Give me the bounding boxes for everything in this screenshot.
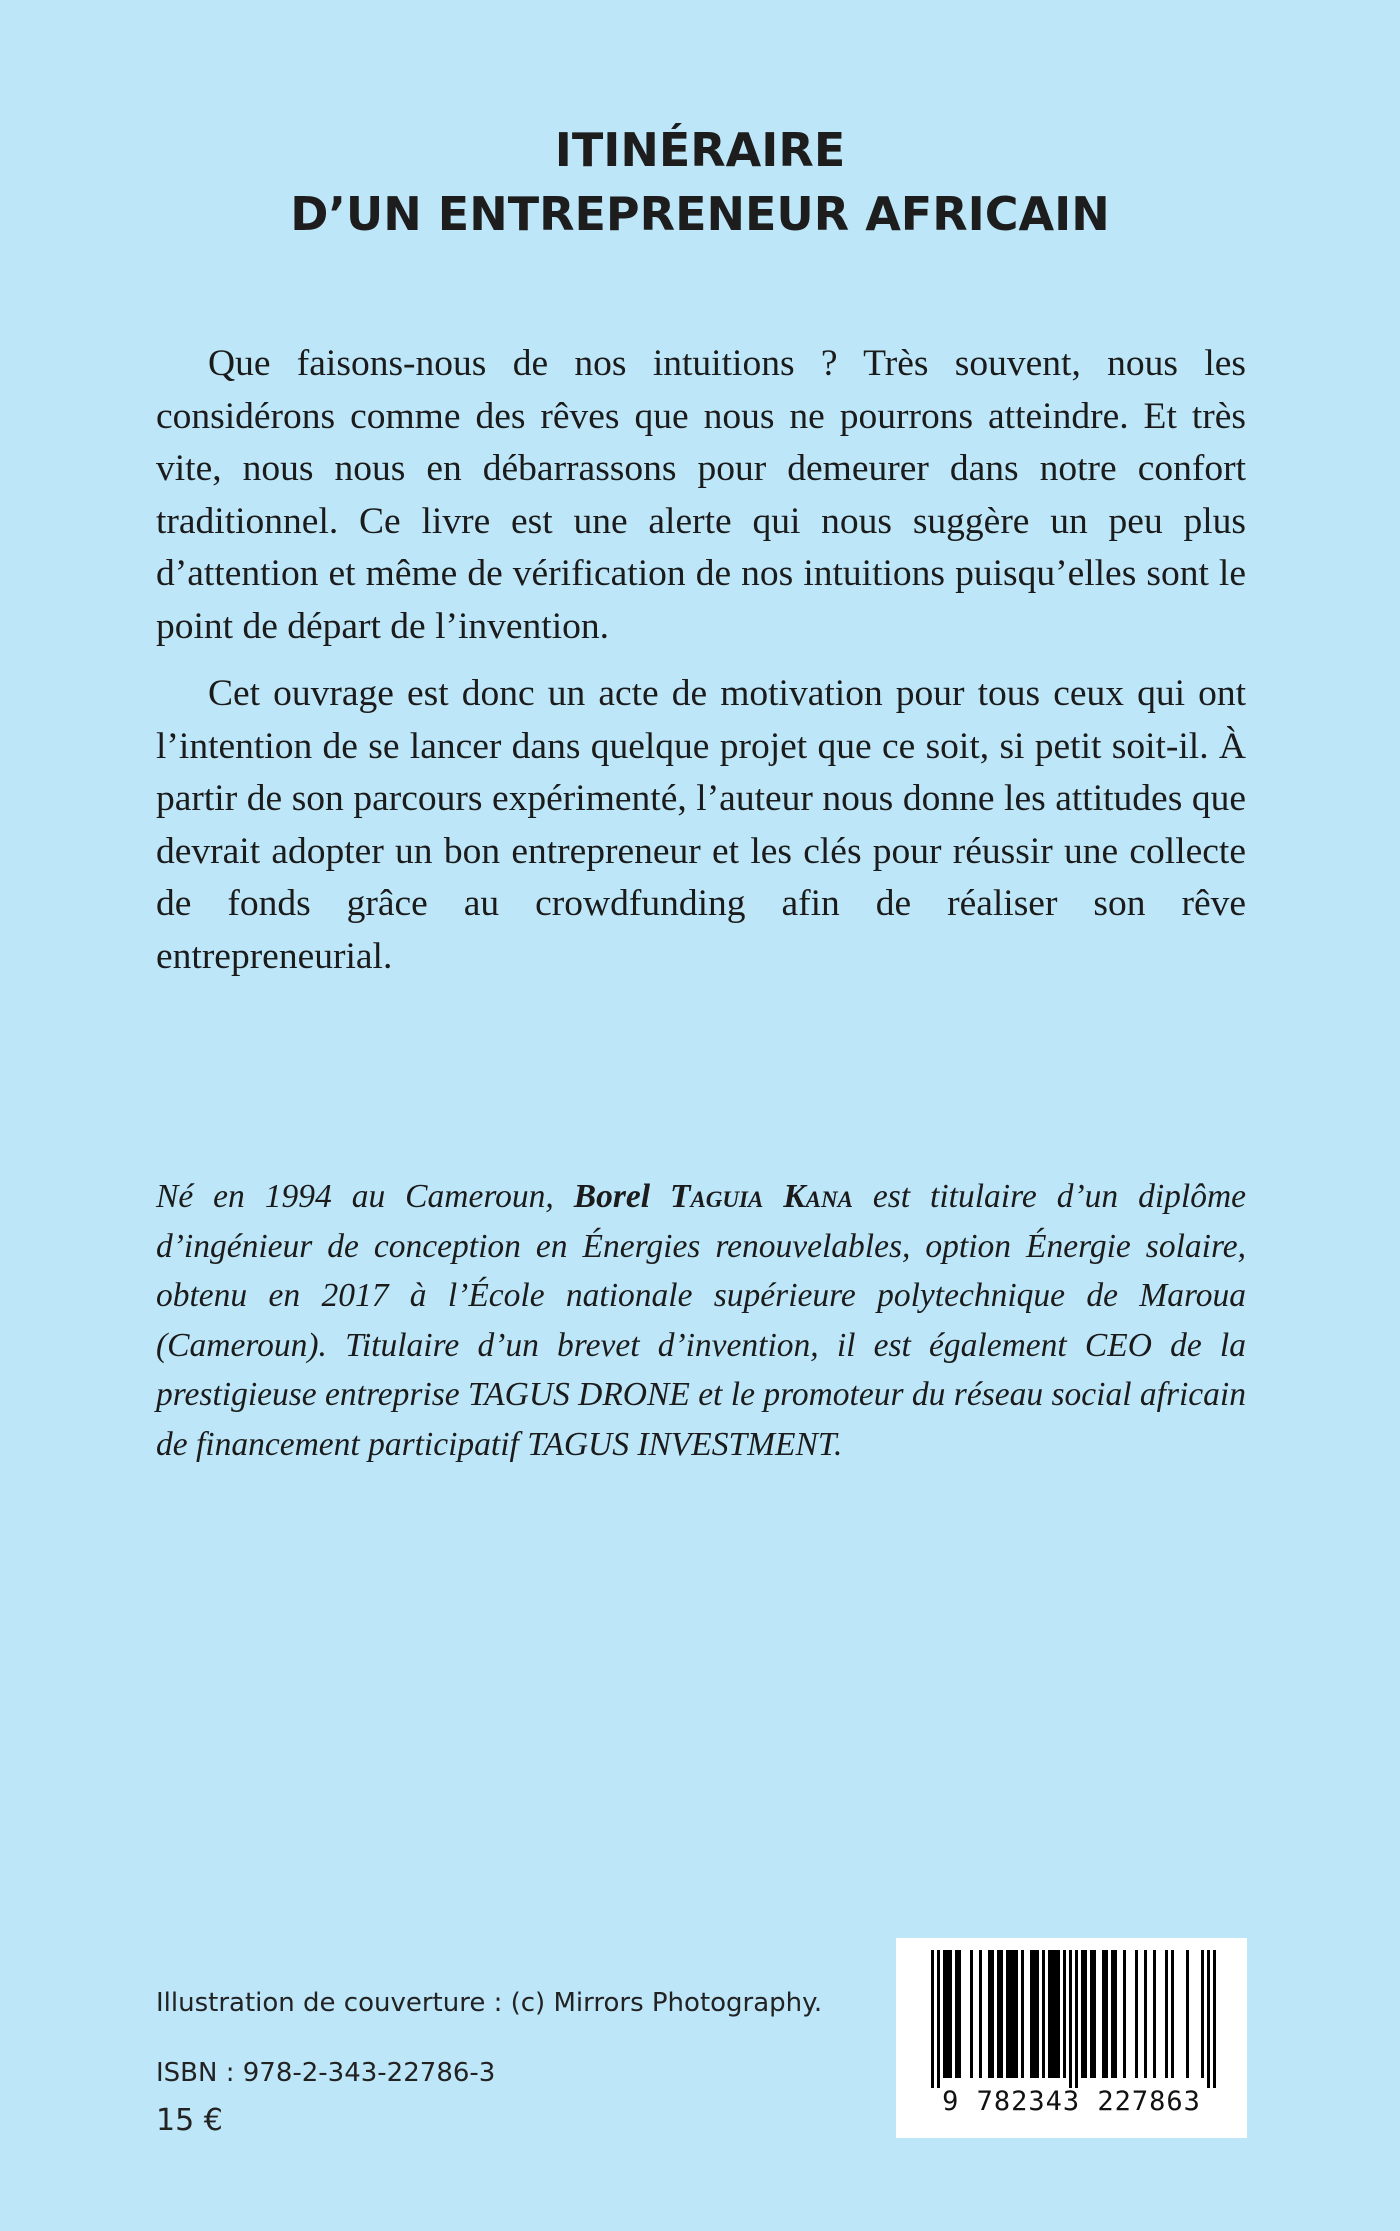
barcode-bar xyxy=(1144,1950,1147,2078)
author-last-name: Taguia Kana xyxy=(670,1178,853,1215)
title-line-1: ITINÉRAIRE xyxy=(554,123,846,177)
barcode-bars xyxy=(896,1938,1247,2088)
barcode-bar xyxy=(1009,1950,1012,2078)
barcode-bar xyxy=(1153,1950,1156,2078)
barcode-bar xyxy=(1015,1950,1018,2078)
barcode-bar xyxy=(931,1950,934,2088)
barcode-bar xyxy=(1165,1950,1168,2078)
barcode-bar xyxy=(991,1950,994,2078)
blurb-paragraph-1: Que faisons-nous de nos intuitions ? Très souvent, nous les considérons comme des rêves que nous ne pourrons atteindre. Et très vite, nous nous en débarrassons pour demeurer dans notre confort traditionnel. Ce livre est une alerte qui nous suggère un peu plus d’attention et même de vérification de nos intuitions puisqu’elles sont le point de départ de l’invention. xyxy=(156,343,1246,647)
barcode-bar xyxy=(1135,1950,1138,2078)
barcode-bar xyxy=(1084,1950,1087,2078)
barcode-bar xyxy=(1213,1950,1216,2088)
barcode-number: 9 782343 227863 xyxy=(942,2086,1201,2117)
bio-intro: Né en 1994 au Cameroun, xyxy=(156,1178,574,1215)
barcode-bar xyxy=(1021,1950,1024,2078)
barcode-bar xyxy=(1042,1950,1045,2078)
barcode-bar xyxy=(1102,1950,1105,2078)
barcode-bar xyxy=(1105,1950,1108,2078)
author-first-name: Borel xyxy=(573,1178,670,1215)
barcode-bar xyxy=(1054,1950,1057,2078)
barcode-bar xyxy=(1111,1950,1114,2078)
barcode-bar xyxy=(1051,1950,1054,2078)
barcode-bar xyxy=(1090,1950,1093,2078)
barcode-bar xyxy=(958,1950,961,2078)
barcode-bar xyxy=(1081,1950,1084,2078)
barcode-bar xyxy=(1093,1950,1096,2078)
title-line-2: D’UN ENTREPRENEUR AFRICAIN xyxy=(290,187,1110,241)
price: 15 € xyxy=(156,2103,223,2138)
barcode-bar xyxy=(937,1950,940,2088)
barcode-bar xyxy=(1048,1950,1051,2078)
barcode-bar xyxy=(970,1950,973,2078)
barcode-bar xyxy=(1057,1950,1060,2078)
barcode-bar xyxy=(1114,1950,1117,2078)
isbn: ISBN : 978-2-343-22786-3 xyxy=(156,2058,496,2088)
barcode xyxy=(896,1938,1247,2138)
barcode-bar xyxy=(955,1950,958,2078)
illustration-credit: Illustration de couverture : (c) Mirrors Photography. xyxy=(156,1988,823,2018)
author-name xyxy=(574,1178,853,1215)
barcode-bar xyxy=(1201,1950,1204,2078)
back-cover-blurb xyxy=(156,338,1246,983)
barcode-bar xyxy=(1036,1950,1039,2078)
barcode-bar xyxy=(1171,1950,1174,2078)
barcode-bar xyxy=(946,1950,949,2078)
barcode-bar xyxy=(1000,1950,1003,2078)
author-bio xyxy=(156,1172,1246,1469)
book-title xyxy=(0,118,1400,246)
barcode-bar xyxy=(1006,1950,1009,2078)
barcode-bar xyxy=(1033,1950,1036,2078)
barcode-bar xyxy=(1186,1950,1189,2078)
barcode-bar xyxy=(988,1950,991,2078)
barcode-bar xyxy=(1075,1950,1078,2088)
barcode-bar xyxy=(943,1950,946,2078)
barcode-bar xyxy=(949,1950,952,2078)
barcode-bar xyxy=(1123,1950,1126,2078)
barcode-bar xyxy=(1030,1950,1033,2078)
barcode-bar xyxy=(997,1950,1000,2078)
barcode-bar xyxy=(1207,1950,1210,2088)
bio-text: est titulaire d’un diplôme d’ingénieur de conception en Énergies renouvelables, option Énergie solaire, obtenu en 2017 à l’École nationale supérieure polytechnique de Maroua (Cameroun). Titulaire d’un brevet d’invention, il est également CEO de la prestigieuse entreprise TAGUS DRONE et le promoteur du réseau social africain de financement participatif TAGUS INVESTMENT. xyxy=(156,1178,1247,1463)
barcode-bar xyxy=(1012,1950,1015,2078)
blurb-paragraph-2: Cet ouvrage est donc un acte de motivation pour tous ceux qui ont l’intention de se lancer dans quelque projet que ce soit, si petit soit-il. À partir de son parcours expérimenté, l’auteur nous donne les attitudes que devrait adopter un bon entrepreneur et les clés pour réussir une collecte de fonds grâce au crowdfunding afin de réaliser son rêve entrepreneurial. xyxy=(156,673,1246,977)
barcode-bar xyxy=(979,1950,982,2078)
barcode-bar xyxy=(1063,1950,1066,2078)
barcode-bar xyxy=(1069,1950,1072,2088)
